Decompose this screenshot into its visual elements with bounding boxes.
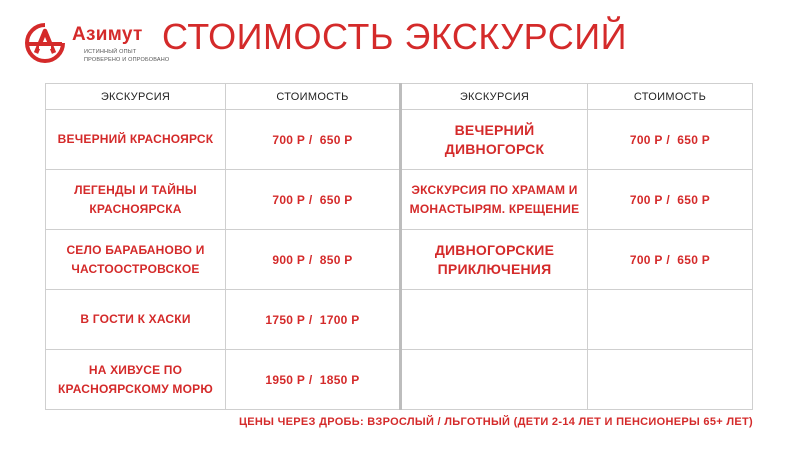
price-table — [45, 83, 753, 410]
table-row — [46, 110, 753, 170]
excursion-price: 700 Р / 650 Р — [629, 192, 711, 207]
excursion-name: В ГОСТИ К ХАСКИ — [80, 312, 191, 327]
column-header-price: СТОИМОСТЬ — [226, 84, 401, 110]
excursion-name: ВЕЧЕРНИЙ КРАСНОЯРСК — [57, 132, 214, 147]
excursion-price: 900 Р / 850 Р — [272, 252, 353, 267]
table-header-row — [46, 84, 753, 110]
table-row — [46, 230, 753, 290]
excursion-name: ЭКСКУРСИЯ ПО ХРАМАМ И МОНАСТЫРЯМ. КРЕЩЕНИЕ — [409, 183, 580, 216]
excursion-price: 700 Р / 650 Р — [629, 252, 711, 267]
column-header-price: СТОИМОСТЬ — [588, 84, 753, 110]
excursion-name: ВЕЧЕРНИЙ ДИВНОГОРСК — [444, 121, 545, 157]
excursion-name: ДИВНОГОРСКИЕ ПРИКЛЮЧЕНИЯ — [434, 241, 555, 277]
brand-logo — [22, 18, 182, 70]
logo-tagline: ПРОВЕРЕНО И ОПРОБОВАНО — [84, 57, 170, 63]
table-row — [46, 170, 753, 230]
table-row — [46, 290, 753, 350]
excursion-name: ЛЕГЕНДЫ И ТАЙНЫ КРАСНОЯРСКА — [74, 183, 197, 216]
column-header-excursion: ЭКСКУРСИЯ — [46, 84, 226, 110]
logo-tagline: ИСТИННЫЙ ОПЫТ — [84, 49, 137, 55]
excursion-price: 700 Р / 650 Р — [629, 132, 711, 147]
logo-name: Азимут — [72, 24, 143, 45]
excursion-name: НА ХИВУСЕ ПО КРАСНОЯРСКОМУ МОРЮ — [58, 363, 213, 396]
price-footnote: ЦЕНЫ ЧЕРЕЗ ДРОБЬ: ВЗРОСЛЫЙ / ЛЬГОТНЫЙ (ДЕТИ 2-14 ЛЕТ И ПЕНСИОНЕРЫ 65+ ЛЕТ) — [238, 416, 753, 428]
excursion-name: СЕЛО БАРАБАНОВО И ЧАСТООСТРОВСКОЕ — [66, 243, 205, 276]
excursion-price: 700 Р / 650 Р — [272, 132, 353, 147]
column-header-excursion: ЭКСКУРСИЯ — [401, 84, 588, 110]
excursion-price: 1750 Р / 1700 Р — [265, 312, 360, 327]
table-row — [46, 350, 753, 410]
logo-a-mark-icon — [22, 20, 68, 66]
excursion-price: 700 Р / 650 Р — [272, 192, 353, 207]
excursion-price: 1950 Р / 1850 Р — [265, 372, 360, 387]
page-title: СТОИМОСТЬ ЭКСКУРСИЙ — [162, 16, 628, 57]
